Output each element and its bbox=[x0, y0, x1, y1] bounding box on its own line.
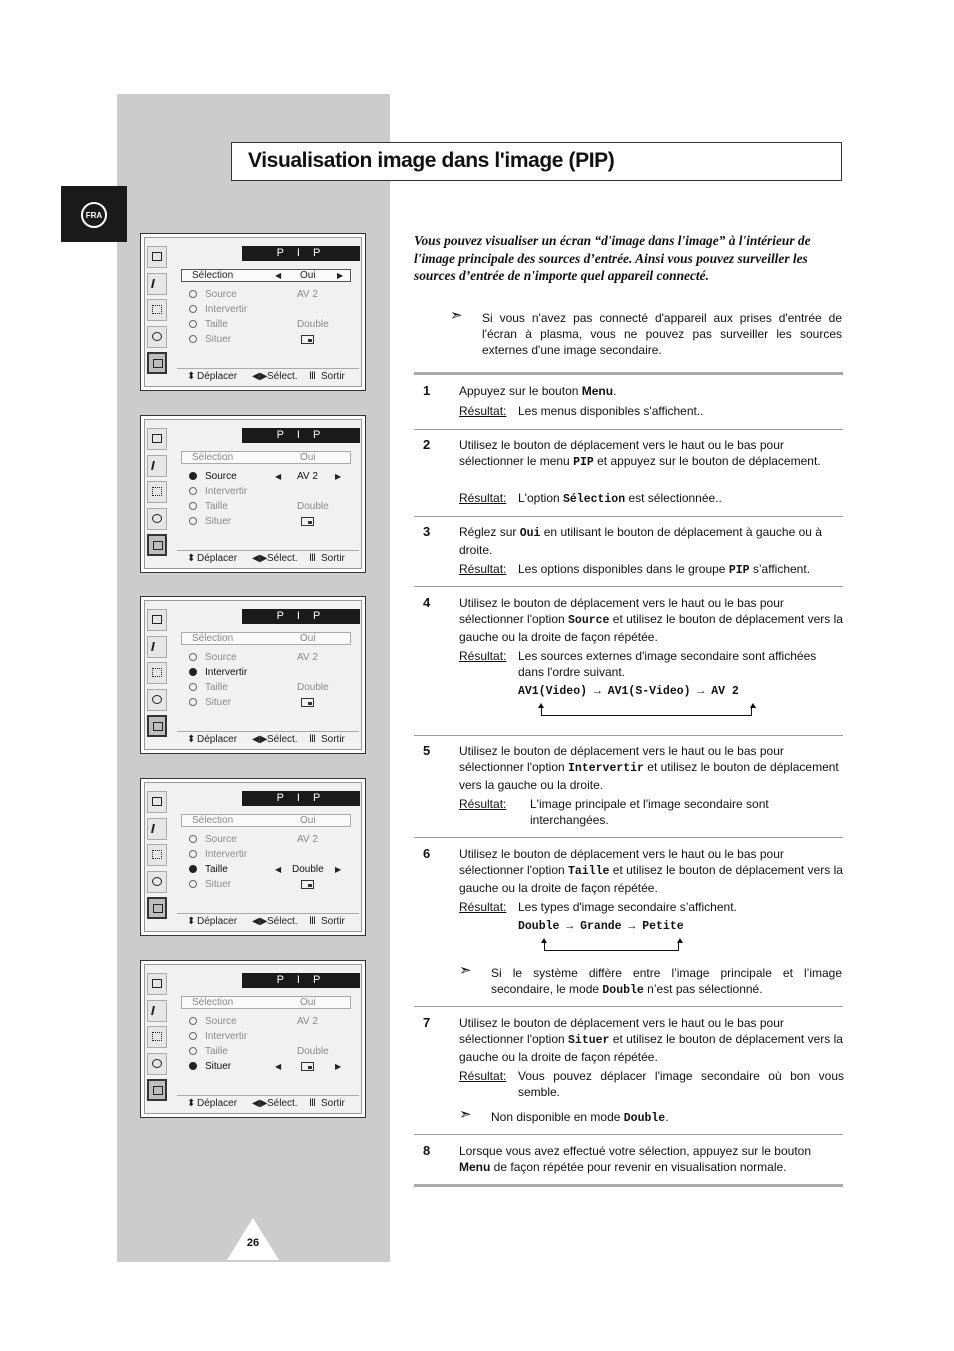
source-option bbox=[189, 651, 357, 665]
selection-label: Sélection bbox=[192, 997, 234, 1008]
radio-icon bbox=[189, 835, 197, 843]
selection-row bbox=[181, 269, 351, 282]
select-icon: ◀▶ bbox=[252, 916, 268, 927]
intervertir-option bbox=[189, 485, 357, 499]
taille-value: Double bbox=[297, 1046, 329, 1057]
step-number: 1 bbox=[423, 383, 431, 398]
sound-menu-icon bbox=[147, 636, 167, 658]
menu-screen-2 bbox=[140, 415, 366, 573]
menu-footer bbox=[177, 550, 359, 566]
footer-select: Sélect. bbox=[267, 734, 298, 745]
language-badge: FRA bbox=[81, 202, 107, 228]
note-top: Si vous n'avez pas connecté d'appareil aux prises d'entrée de l'écran à plasma, vous ne pouvez pas surveiller les sources externes d'une image secondaire. bbox=[482, 311, 842, 357]
step-4-result: Les sources externes d'image secondaire sont affichées dans l'ordre suivant. bbox=[518, 649, 817, 679]
sound-menu-icon bbox=[147, 273, 167, 295]
radio-icon bbox=[189, 653, 197, 661]
radio-icon bbox=[189, 668, 197, 676]
intervertir-label: Intervertir bbox=[205, 1031, 248, 1042]
step-number: 2 bbox=[423, 437, 431, 452]
step-number: 4 bbox=[423, 595, 431, 610]
menu-screen-4 bbox=[140, 778, 366, 936]
menu-icon-column bbox=[147, 246, 169, 379]
selection-label: Sélection bbox=[192, 452, 234, 463]
footer-move: Déplacer bbox=[197, 553, 238, 564]
step-8-text: Lorsque vous avez effectué votre sélection, appuyez sur le bouton Menu de façon répétée pour revenir en visualisation normale. bbox=[459, 1144, 812, 1174]
taille-value: Double bbox=[297, 682, 329, 693]
situer-label: Situer bbox=[205, 879, 232, 890]
footer-exit: Sortir bbox=[321, 371, 345, 382]
size-sequence: Double → Grande → Petite bbox=[518, 920, 684, 933]
source-option bbox=[189, 1015, 357, 1029]
radio-icon bbox=[189, 1062, 197, 1070]
pip-menu-icon bbox=[147, 352, 167, 374]
move-icon: ⬍ bbox=[187, 1098, 196, 1109]
menu-icon-column bbox=[147, 973, 169, 1106]
situer-label: Situer bbox=[205, 334, 232, 345]
move-icon: ⬍ bbox=[187, 916, 196, 927]
result-label: Résultat: bbox=[459, 491, 507, 505]
footer-exit: Sortir bbox=[321, 1098, 345, 1109]
menu-screen-inner bbox=[144, 600, 362, 750]
step-3-text: Réglez sur Oui en utilisant le bouton de déplacement à gauche ou à droite. bbox=[459, 525, 822, 557]
situer-option bbox=[189, 696, 357, 710]
footer-move: Déplacer bbox=[197, 371, 238, 382]
pip-menu-title: P I P bbox=[242, 791, 360, 806]
source-sequence: AV1(Video) → AV1(S-Video) → AV 2 bbox=[518, 685, 739, 698]
taille-option bbox=[189, 318, 357, 332]
picture-menu-icon bbox=[147, 791, 167, 813]
select-icon: ◀▶ bbox=[252, 734, 268, 745]
radio-icon bbox=[189, 320, 197, 328]
footer-select: Sélect. bbox=[267, 1098, 298, 1109]
step-number: 3 bbox=[423, 524, 431, 539]
step-divider bbox=[414, 516, 843, 517]
source-value: AV 2 bbox=[297, 289, 318, 300]
radio-icon bbox=[189, 335, 197, 343]
source-label: Source bbox=[205, 834, 237, 845]
intervertir-label: Intervertir bbox=[205, 486, 248, 497]
select-icon: ◀▶ bbox=[252, 553, 268, 564]
menu-screen-inner bbox=[144, 964, 362, 1114]
step-divider bbox=[414, 735, 843, 736]
step-number: 7 bbox=[423, 1015, 431, 1030]
selection-value: Oui bbox=[300, 815, 316, 826]
right-arrow-icon: ▶ bbox=[335, 865, 342, 874]
taille-label: Taille bbox=[205, 1046, 228, 1057]
source-label: Source bbox=[205, 652, 237, 663]
right-arrow-icon: ▶ bbox=[335, 472, 342, 481]
position-icon bbox=[301, 696, 314, 710]
step-6-result: Les types d'image secondaire s’affichent. bbox=[518, 900, 737, 914]
timer-menu-icon bbox=[147, 1053, 167, 1075]
sound-menu-icon bbox=[147, 455, 167, 477]
left-arrow-icon: ◀ bbox=[275, 1062, 282, 1071]
result-label: Résultat: bbox=[459, 900, 507, 914]
selection-row bbox=[181, 814, 351, 827]
channel-menu-icon bbox=[147, 844, 167, 866]
selection-value: Oui bbox=[300, 270, 316, 281]
step-divider bbox=[414, 837, 843, 838]
menu-screen-5 bbox=[140, 960, 366, 1118]
step-divider bbox=[414, 1006, 843, 1007]
timer-menu-icon bbox=[147, 508, 167, 530]
picture-menu-icon bbox=[147, 973, 167, 995]
situer-label: Situer bbox=[205, 697, 232, 708]
step-number: 8 bbox=[423, 1143, 431, 1158]
pip-menu-title: P I P bbox=[242, 973, 360, 988]
situer-option bbox=[189, 1060, 357, 1074]
step-7-note: Non disponible en mode Double. bbox=[491, 1110, 669, 1125]
position-icon bbox=[301, 878, 314, 892]
footer-move: Déplacer bbox=[197, 1098, 238, 1109]
radio-icon bbox=[189, 683, 197, 691]
source-option bbox=[189, 470, 357, 484]
radio-icon bbox=[189, 290, 197, 298]
move-icon: ⬍ bbox=[187, 734, 196, 745]
intervertir-option bbox=[189, 666, 357, 680]
step-2-result: L'option Sélection est sélectionnée.. bbox=[518, 491, 722, 506]
taille-value: Double bbox=[297, 319, 329, 330]
channel-menu-icon bbox=[147, 662, 167, 684]
footer-exit: Sortir bbox=[321, 916, 345, 927]
step-6-note: Si le système diffère entre l’image principale et l’image secondaire, le mode Double n’est pas sélectionné. bbox=[491, 966, 842, 997]
source-value: AV 2 bbox=[297, 471, 318, 482]
radio-icon bbox=[189, 865, 197, 873]
source-label: Source bbox=[205, 471, 237, 482]
right-arrow-icon: ▶ bbox=[335, 1062, 342, 1071]
pip-menu-title: P I P bbox=[242, 246, 360, 261]
pip-menu-icon bbox=[147, 715, 167, 737]
footer-exit: Sortir bbox=[321, 734, 345, 745]
timer-menu-icon bbox=[147, 326, 167, 348]
language-tab bbox=[61, 186, 127, 242]
note-arrow-icon: ➣ bbox=[459, 1106, 472, 1123]
step-5-text: Utilisez le bouton de déplacement vers le haut ou le bas pour sélectionner l'option Intervertir et utilisez le bouton de déplacement vers la gauche ou la droite. bbox=[459, 744, 839, 792]
source-value: AV 2 bbox=[297, 652, 318, 663]
situer-option bbox=[189, 515, 357, 529]
selection-label: Sélection bbox=[192, 633, 234, 644]
section-divider bbox=[414, 1184, 843, 1187]
sound-menu-icon bbox=[147, 818, 167, 840]
selection-value: Oui bbox=[300, 452, 316, 463]
intervertir-option bbox=[189, 303, 357, 317]
radio-icon bbox=[189, 502, 197, 510]
radio-icon bbox=[189, 880, 197, 888]
left-arrow-icon: ◀ bbox=[275, 865, 282, 874]
result-label: Résultat: bbox=[459, 404, 507, 418]
picture-menu-icon bbox=[147, 246, 167, 268]
selection-row bbox=[181, 632, 351, 645]
section-divider bbox=[414, 372, 843, 375]
menu-icon-column bbox=[147, 609, 169, 742]
taille-value: Double bbox=[292, 864, 324, 875]
taille-option bbox=[189, 500, 357, 514]
result-label: Résultat: bbox=[459, 562, 507, 576]
picture-menu-icon bbox=[147, 428, 167, 450]
menu-footer bbox=[177, 368, 359, 384]
step-1-result: Les menus disponibles s'affichent.. bbox=[518, 404, 704, 418]
channel-menu-icon bbox=[147, 1026, 167, 1048]
radio-icon bbox=[189, 305, 197, 313]
channel-menu-icon bbox=[147, 481, 167, 503]
select-icon: ◀▶ bbox=[252, 371, 268, 382]
exit-icon: Ⅲ bbox=[309, 553, 316, 564]
situer-label: Situer bbox=[205, 516, 232, 527]
menu-screen-inner bbox=[144, 419, 362, 569]
menu-footer bbox=[177, 913, 359, 929]
intro-paragraph: Vous pouvez visualiser un écran “d'image dans l'image” à l'intérieur de l'image principale des sources d’entrée. Ainsi vous pouvez surveiller les sources d’entrée de n'importe quel appareil connecté. bbox=[414, 233, 811, 283]
step-3-result: Les options disponibles dans le groupe PIP s’affichent. bbox=[518, 562, 811, 577]
menu-footer bbox=[177, 731, 359, 747]
radio-icon bbox=[189, 1017, 197, 1025]
position-icon bbox=[301, 515, 314, 529]
step-4-text: Utilisez le bouton de déplacement vers le haut ou le bas pour sélectionner l'option Source et utilisez le bouton de déplacement vers la gauche ou la droite de façon répétée. bbox=[459, 596, 843, 644]
taille-label: Taille bbox=[205, 864, 228, 875]
source-value: AV 2 bbox=[297, 834, 318, 845]
menu-screen-inner bbox=[144, 782, 362, 932]
footer-exit: Sortir bbox=[321, 553, 345, 564]
sound-menu-icon bbox=[147, 1000, 167, 1022]
step-2-text: Utilisez le bouton de déplacement vers le haut ou le bas pour sélectionner le menu PIP et appuyez sur le bouton de déplacement. bbox=[459, 438, 821, 469]
title-box bbox=[231, 142, 842, 181]
intervertir-label: Intervertir bbox=[205, 849, 248, 860]
radio-icon bbox=[189, 698, 197, 706]
menu-icon-column bbox=[147, 428, 169, 561]
step-7-result: Vous pouvez déplacer l'image secondaire où bon vous semble. bbox=[518, 1069, 844, 1099]
menu-footer bbox=[177, 1095, 359, 1111]
situer-option bbox=[189, 878, 357, 892]
source-value: AV 2 bbox=[297, 1016, 318, 1027]
radio-icon bbox=[189, 517, 197, 525]
move-icon: ⬍ bbox=[187, 371, 196, 382]
radio-icon bbox=[189, 850, 197, 858]
pip-menu-icon bbox=[147, 1079, 167, 1101]
timer-menu-icon bbox=[147, 689, 167, 711]
intervertir-label: Intervertir bbox=[205, 304, 248, 315]
footer-select: Sélect. bbox=[267, 553, 298, 564]
pip-menu-title: P I P bbox=[242, 428, 360, 443]
step-divider bbox=[414, 429, 843, 430]
footer-select: Sélect. bbox=[267, 916, 298, 927]
exit-icon: Ⅲ bbox=[309, 1098, 316, 1109]
step-number: 5 bbox=[423, 743, 431, 758]
taille-option bbox=[189, 863, 357, 877]
source-label: Source bbox=[205, 1016, 237, 1027]
situer-option bbox=[189, 333, 357, 347]
exit-icon: Ⅲ bbox=[309, 734, 316, 745]
note-arrow-icon: ➣ bbox=[459, 962, 472, 979]
intervertir-option bbox=[189, 848, 357, 862]
step-divider bbox=[414, 586, 843, 587]
left-arrow-icon: ◀ bbox=[275, 472, 282, 481]
source-option bbox=[189, 288, 357, 302]
picture-menu-icon bbox=[147, 609, 167, 631]
timer-menu-icon bbox=[147, 871, 167, 893]
taille-label: Taille bbox=[205, 682, 228, 693]
source-option bbox=[189, 833, 357, 847]
selection-label: Sélection bbox=[192, 815, 234, 826]
taille-option bbox=[189, 681, 357, 695]
menu-screen-1 bbox=[140, 233, 366, 391]
move-icon: ⬍ bbox=[187, 553, 196, 564]
radio-icon bbox=[189, 1032, 197, 1040]
radio-icon bbox=[189, 472, 197, 480]
step-6-text: Utilisez le bouton de déplacement vers le haut ou le bas pour sélectionner l'option Taille et utilisez le bouton de déplacement vers la gauche ou la droite de façon répétée. bbox=[459, 847, 843, 895]
loop-arrow-icon bbox=[541, 706, 752, 716]
step-1-text: Appuyez sur le bouton Menu. bbox=[459, 384, 617, 398]
radio-icon bbox=[189, 1047, 197, 1055]
intervertir-option bbox=[189, 1030, 357, 1044]
selection-value: Oui bbox=[300, 633, 316, 644]
taille-label: Taille bbox=[205, 501, 228, 512]
channel-menu-icon bbox=[147, 299, 167, 321]
exit-icon: Ⅲ bbox=[309, 371, 316, 382]
right-arrow-icon: ▶ bbox=[337, 271, 344, 280]
situer-label: Situer bbox=[205, 1061, 232, 1072]
position-icon bbox=[301, 333, 314, 347]
radio-icon bbox=[189, 487, 197, 495]
exit-icon: Ⅲ bbox=[309, 916, 316, 927]
left-arrow-icon: ◀ bbox=[275, 271, 282, 280]
taille-value: Double bbox=[297, 501, 329, 512]
selection-value: Oui bbox=[300, 997, 316, 1008]
pip-menu-icon bbox=[147, 534, 167, 556]
selection-label: Sélection bbox=[192, 270, 234, 281]
pip-menu-icon bbox=[147, 897, 167, 919]
page-title: Visualisation image dans l'image (PIP) bbox=[248, 149, 615, 172]
menu-screen-3 bbox=[140, 596, 366, 754]
intervertir-label: Intervertir bbox=[205, 667, 248, 678]
source-label: Source bbox=[205, 289, 237, 300]
step-7-text: Utilisez le bouton de déplacement vers le haut ou le bas pour sélectionner l'option Situer et utilisez le bouton de déplacement vers la gauche ou la droite de façon répétée. bbox=[459, 1016, 843, 1064]
result-label: Résultat: bbox=[459, 649, 507, 663]
taille-option bbox=[189, 1045, 357, 1059]
footer-move: Déplacer bbox=[197, 916, 238, 927]
result-label: Résultat: bbox=[459, 797, 507, 811]
taille-label: Taille bbox=[205, 319, 228, 330]
menu-screen-inner bbox=[144, 237, 362, 387]
pip-menu-title: P I P bbox=[242, 609, 360, 624]
note-arrow-icon: ➣ bbox=[450, 307, 463, 324]
step-divider bbox=[414, 1134, 843, 1135]
loop-arrow-icon bbox=[544, 941, 679, 951]
footer-move: Déplacer bbox=[197, 734, 238, 745]
page-number: 26 bbox=[246, 1237, 260, 1249]
step-5-result: L'image principale et l'image secondaire sont interchangées. bbox=[530, 797, 769, 827]
position-icon bbox=[301, 1060, 314, 1074]
selection-row bbox=[181, 451, 351, 464]
result-label: Résultat: bbox=[459, 1069, 507, 1083]
select-icon: ◀▶ bbox=[252, 1098, 268, 1109]
selection-row bbox=[181, 996, 351, 1009]
menu-icon-column bbox=[147, 791, 169, 924]
footer-select: Sélect. bbox=[267, 371, 298, 382]
step-number: 6 bbox=[423, 846, 431, 861]
